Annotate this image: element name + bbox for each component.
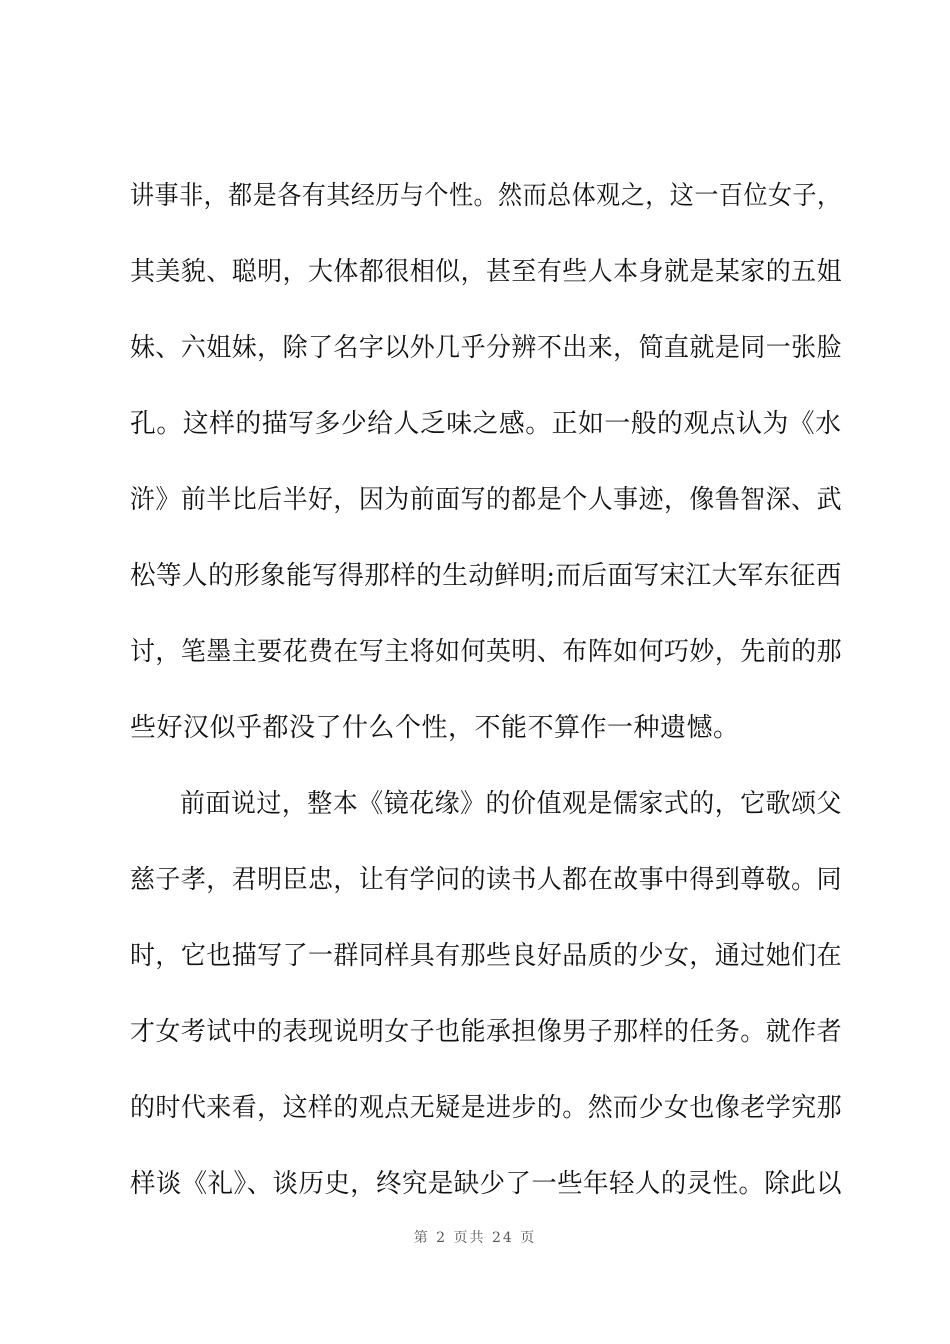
paragraph-2-line-2: 慈子孝，君明臣忠，让有学问的读书人都在故事中得到尊敬。同 (130, 865, 843, 895)
paragraph-2-line-6: 样谈《礼》、谈历史，终究是缺少了一些年轻人的灵性。除此以 (130, 1169, 843, 1199)
paragraph-2-line-1: 前面说过，整本《镜花缘》的价值观是儒家式的，它歌颂父 (180, 789, 843, 819)
paragraph-2-line-5: 的时代来看，这样的观点无疑是进步的。然而少女也像老学究那 (130, 1093, 843, 1123)
paragraph-1-line-2: 其美貌、聪明，大体都很相似，甚至有些人本身就是某家的五姐 (130, 257, 843, 287)
paragraph-1-line-3: 妹、六姐妹，除了名字以外几乎分辨不出来，简直就是同一张脸 (130, 333, 843, 363)
paragraph-1-line-6: 松等人的形象能写得那样的生动鲜明;而后面写宋江大军东征西 (130, 561, 842, 591)
paragraph-1-line-7: 讨，笔墨主要花费在写主将如何英明、布阵如何巧妙，先前的那 (130, 637, 843, 667)
paragraph-1-line-4: 孔。这样的描写多少给人乏味之感。正如一般的观点认为《水 (130, 409, 842, 439)
paragraph-2-line-3: 时，它也描写了一群同样具有那些良好品质的少女，通过她们在 (130, 941, 843, 971)
page-number-footer: 第 2 页共 24 页 (413, 1230, 537, 1246)
paragraph-1-line-8: 些好汉似乎都没了什么个性，不能不算作一种遗憾。 (130, 713, 740, 743)
paragraph-1-line-1: 讲事非，都是各有其经历与个性。然而总体观之，这一百位女子， (130, 181, 842, 211)
paragraph-2-line-4: 才女考试中的表现说明女子也能承担像男子那样的任务。就作者 (130, 1017, 843, 1047)
paragraph-1-line-5: 浒》前半比后半好，因为前面写的都是个人事迹，像鲁智深、武 (130, 485, 843, 515)
